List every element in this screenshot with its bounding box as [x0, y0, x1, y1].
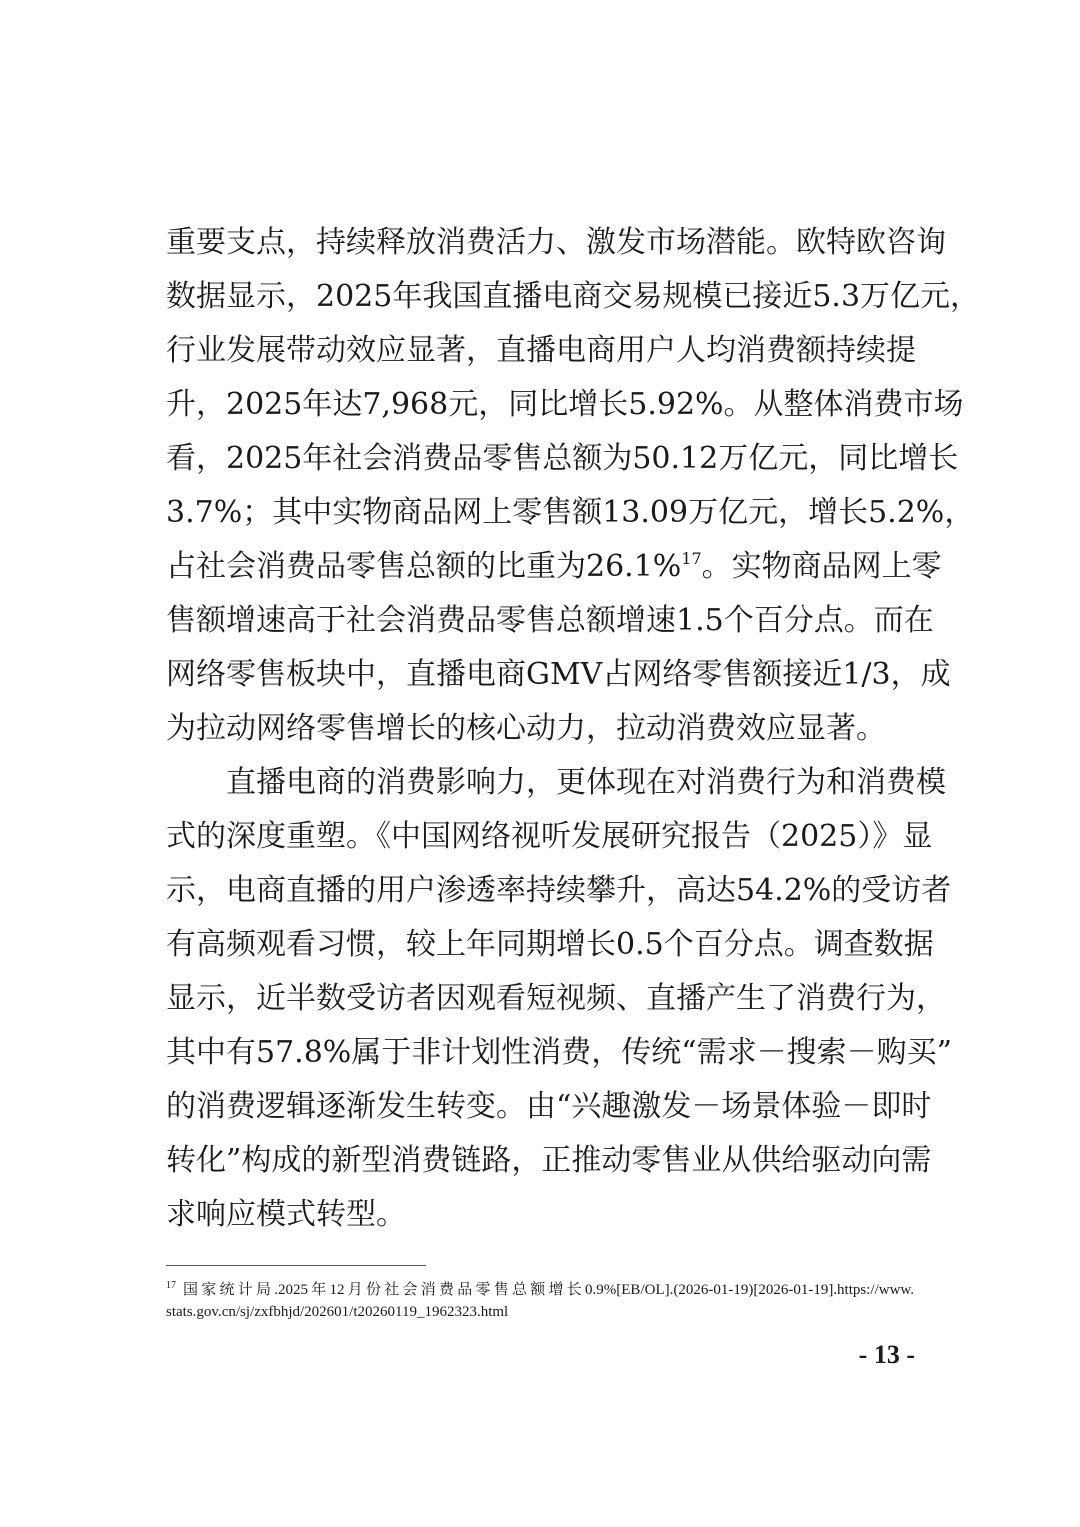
footnote-line: 国家统计局.2025年12月份社会消费品零售总额增长0.9%[EB/OL].(2026-01-19)[2026-01-19].https://www.: [183, 1282, 915, 1298]
body-line: 重要支点，持续释放消费活力、激发市场潜能。欧特欧咨询: [166, 225, 946, 260]
footnote-marker: 17: [166, 1280, 176, 1291]
body-line: 求响应模式转型。: [166, 1197, 406, 1232]
body-line: 网络零售板块中，直播电商GMV占网络零售额接近1/3，成: [166, 657, 951, 692]
body-line: 直播电商的消费影响力，更体现在对消费行为和消费模: [226, 765, 946, 800]
footnote-text: [166, 1279, 914, 1301]
body-line: 示，电商直播的用户渗透率持续攀升，高达54.2%的受访者: [166, 873, 952, 908]
body-line: 显示，近半数受访者因观看短视频、直播产生了消费行为，: [166, 981, 946, 1016]
body-line-with-footnote: [166, 547, 942, 587]
body-line: 售额增速高于社会消费品零售总额增速1.5个百分点。而在: [166, 603, 934, 638]
body-line: 有高频观看习惯，较上年同期增长0.5个百分点。调查数据: [166, 927, 934, 962]
body-line: 行业发展带动效应显著，直播电商用户人均消费额持续提: [166, 333, 916, 368]
body-line: 升，2025年达7,968元，同比增长5.92%。从整体消费市场: [166, 387, 964, 422]
footnote-divider: [166, 1265, 426, 1266]
footnote-reference: 17: [681, 549, 702, 568]
page-number: - 13 -: [858, 1340, 915, 1369]
footnote-url-line: stats.gov.cn/sj/zxfbhjd/202601/t20260119_1962323.html: [166, 1304, 509, 1320]
body-line: 转化”构成的新型消费链路，正推动零售业从供给驱动向需: [166, 1143, 932, 1178]
body-line: 式的深度重塑。《中国网络视听发展研究报告（2025）》显: [166, 819, 933, 854]
body-line: 其中有57.8%属于非计划性消费，传统“需求－搜索－购买”: [166, 1035, 952, 1070]
body-line: 为拉动网络零售增长的核心动力，拉动消费效应显著。: [166, 711, 886, 746]
body-text: 占社会消费品零售总额的比重为26.1%: [166, 549, 682, 584]
body-line: 数据显示，2025年我国直播电商交易规模已接近5.3万亿元，: [166, 279, 981, 314]
body-text: 。实物商品网上零: [701, 549, 942, 584]
body-line: 的消费逻辑逐渐发生转变。由“兴趣激发－场景体验－即时: [166, 1089, 932, 1124]
body-line: 看，2025年社会消费品零售总额为50.12万亿元，同比增长: [166, 441, 959, 476]
body-line: 3.7%；其中实物商品网上零售额13.09万亿元，增长5.2%，: [166, 495, 975, 530]
